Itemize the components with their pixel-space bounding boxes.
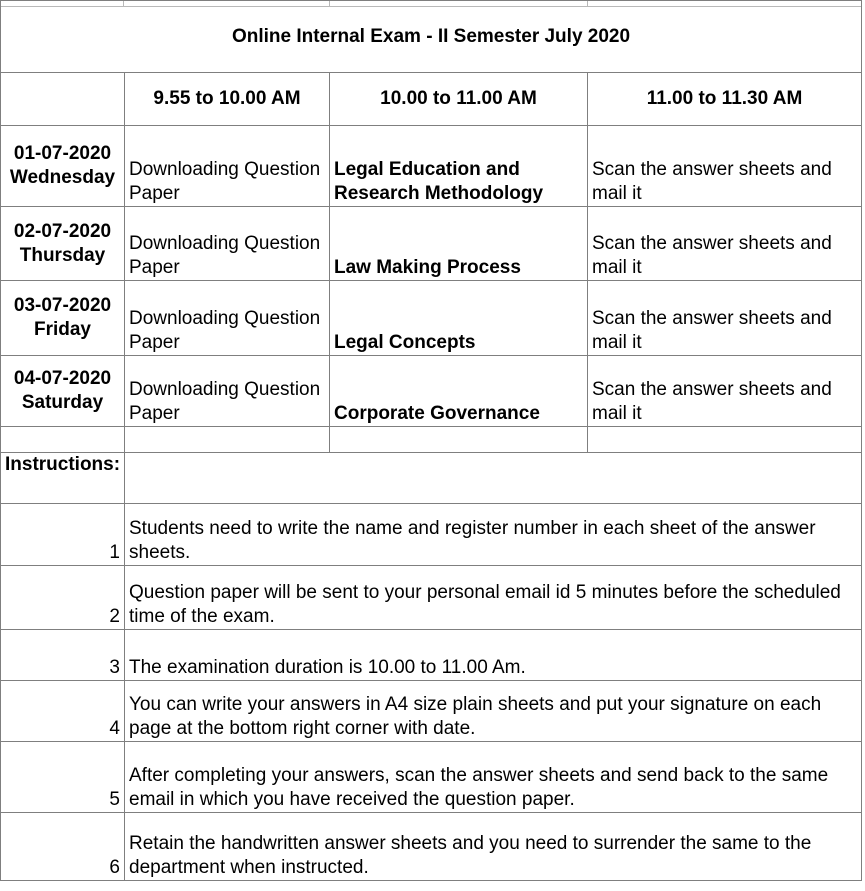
instruction-text: Students need to write the name and register number in each sheet of the answer sheets. (125, 504, 862, 566)
title-row (1, 1, 862, 73)
schedule-row (1, 207, 862, 281)
date-text: 02-07-2020 (13, 220, 112, 242)
instruction-row (1, 681, 862, 742)
instruction-number: 4 (1, 681, 125, 742)
header-slot-2: 10.00 to 11.00 AM (330, 73, 588, 126)
date-text: 04-07-2020 (13, 368, 112, 389)
date-cell (1, 356, 125, 427)
page-title: Online Internal Exam - II Semester July 2020 (1, 1, 862, 73)
instruction-row (1, 566, 862, 630)
instruction-row (1, 630, 862, 681)
subject-cell: Legal Concepts (330, 281, 588, 356)
schedule-row (1, 356, 862, 427)
slot1-cell: Downloading Question Paper (125, 207, 330, 281)
day-text: Saturday (21, 392, 104, 413)
instruction-row (1, 742, 862, 813)
header-row (1, 73, 862, 126)
date-text: 01-07-2020 (13, 143, 112, 164)
slot3-cell: Scan the answer sheets and mail it (588, 356, 862, 427)
slot1-cell: Downloading Question Paper (125, 356, 330, 427)
empty-cell (330, 427, 588, 453)
subject-cell: Corporate Governance (330, 356, 588, 427)
date-cell (1, 207, 125, 281)
day-text: Wednesday (9, 167, 116, 188)
instruction-text: Question paper will be sent to your personal email id 5 minutes before the scheduled time of the exam. (125, 566, 862, 630)
instructions-header-row (1, 453, 862, 504)
instruction-text: The examination duration is 10.00 to 11.00 Am. (125, 630, 862, 681)
slot3-cell: Scan the answer sheets and mail it (588, 207, 862, 281)
schedule-row (1, 281, 862, 356)
subject-cell: Law Making Process (330, 207, 588, 281)
instruction-number: 1 (1, 504, 125, 566)
instruction-row (1, 504, 862, 566)
instruction-number: 2 (1, 566, 125, 630)
header-slot-3: 11.00 to 11.30 AM (588, 73, 862, 126)
empty-cell (588, 427, 862, 453)
slot1-cell: Downloading Question Paper (125, 126, 330, 207)
header-blank-cell (1, 73, 125, 126)
empty-cell (1, 427, 125, 453)
instruction-text: After completing your answers, scan the answer sheets and send back to the same email in which you have received the question paper. (125, 742, 862, 813)
subject-cell: Legal Education and Research Methodology (330, 126, 588, 207)
schedule-row (1, 126, 862, 207)
instruction-number: 6 (1, 813, 125, 881)
spacer-row (1, 427, 862, 453)
header-slot-1: 9.55 to 10.00 AM (125, 73, 330, 126)
day-text: Thursday (19, 244, 106, 266)
instruction-text: You can write your answers in A4 size plain sheets and put your signature on each page at the bottom right corner with date. (125, 681, 862, 742)
slot3-cell: Scan the answer sheets and mail it (588, 126, 862, 207)
instruction-number: 5 (1, 742, 125, 813)
date-text: 03-07-2020 (13, 295, 112, 316)
instruction-text: Retain the handwritten answer sheets and you need to surrender the same to the department when instructed. (125, 813, 862, 881)
empty-cell (125, 427, 330, 453)
empty-cell (125, 453, 862, 504)
instructions-label: Instructions: (1, 453, 125, 504)
day-text: Friday (33, 319, 92, 340)
instruction-row (1, 813, 862, 881)
instruction-number: 3 (1, 630, 125, 681)
slot1-cell: Downloading Question Paper (125, 281, 330, 356)
date-cell (1, 126, 125, 207)
slot3-cell: Scan the answer sheets and mail it (588, 281, 862, 356)
date-cell (1, 281, 125, 356)
